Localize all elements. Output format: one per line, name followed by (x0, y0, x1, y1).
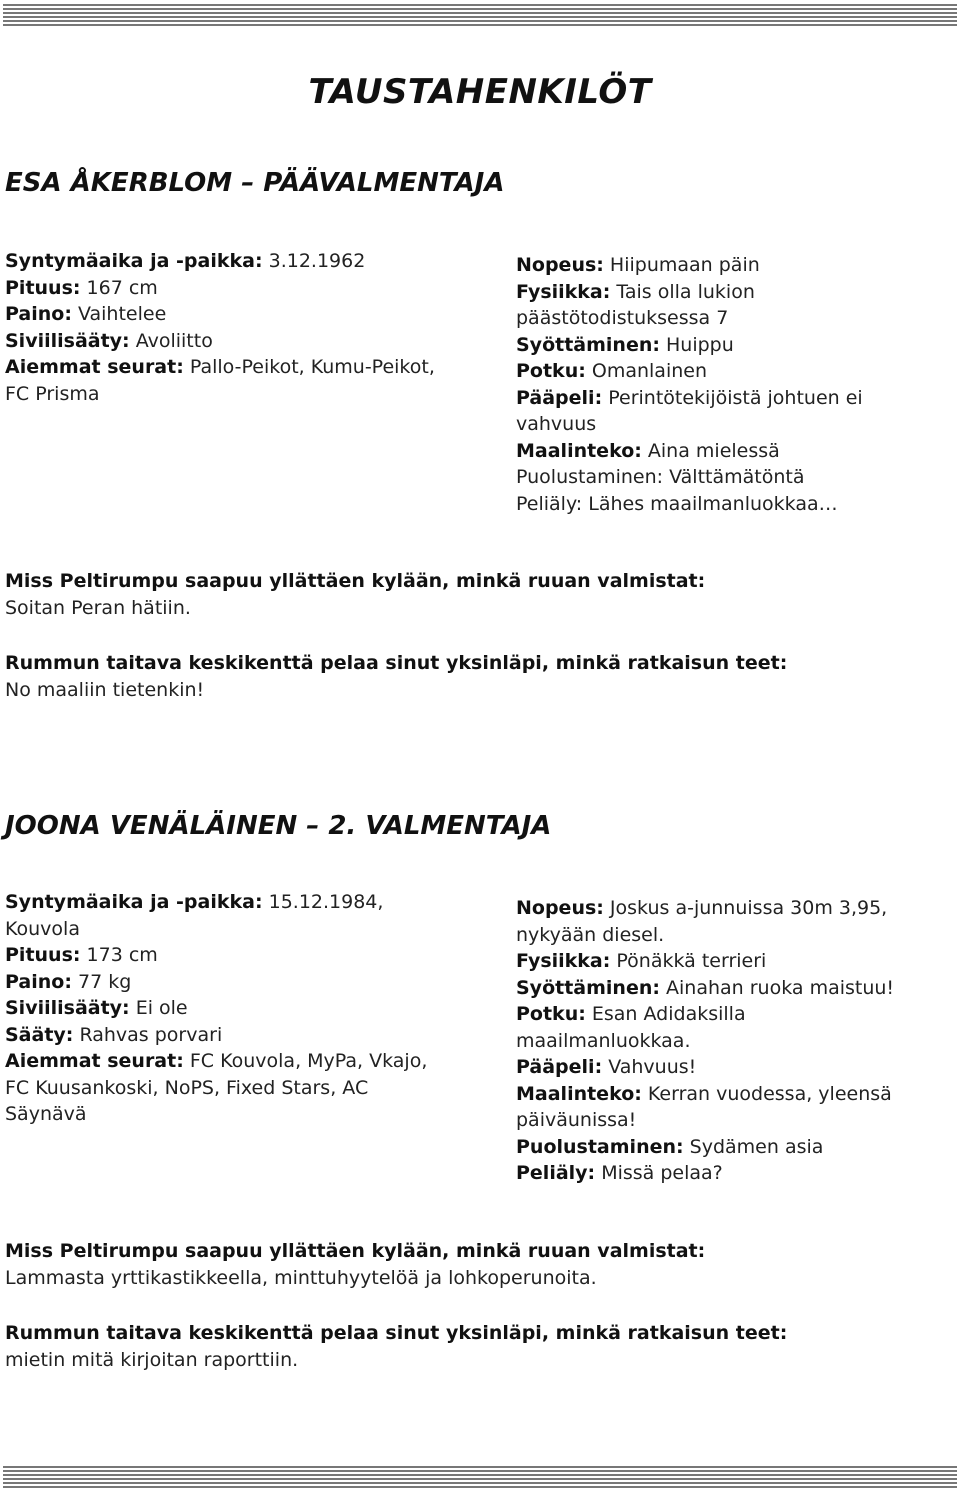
class-row: Sääty: Rahvas porvari (5, 1023, 223, 1046)
weight-row: Paino: Vaihtelee (5, 303, 167, 325)
clubs-row: Aiemmat seurat: FC Kouvola, MyPa, Vkajo, FC Kuusankoski, NoPS, Fixed Stars, AC Säynävä (5, 1050, 428, 1125)
speed-row: Nopeus: Joskus a-junnuissa 30m 3,95, nykyään diesel. (516, 897, 888, 946)
top-stripe-band (3, 4, 957, 26)
weight-row: Paino: 77 kg (5, 970, 132, 993)
game-iq-row: Peliäly: Missä pelaa? (516, 1162, 723, 1184)
scoring-row: Maalinteko: Kerran vuodessa, yleensä päiväunissa! (516, 1082, 892, 1131)
question-text: Miss Peltirumpu saapuu yllättäen kylään, minkä ruuan valmistat: (5, 1240, 706, 1262)
defending-row: Puolustaminen: Sydämen asia (516, 1135, 824, 1158)
person-2-question-2 (5, 1320, 787, 1373)
passing-row: Syöttäminen: Ainahan ruoka maistuu! (516, 976, 895, 999)
person-2-skills (516, 895, 956, 1187)
answer-text: mietin mitä kirjoitan raporttiin. (5, 1348, 299, 1371)
answer-text: No maaliin tietenkin! (5, 678, 205, 701)
clubs-row: Aiemmat seurat: Pallo-Peikot, Kumu-Peikot, FC Prisma (5, 356, 435, 405)
person-1-question-2 (5, 650, 787, 703)
defending-row: Puolustaminen: Välttämätöntä (516, 466, 805, 488)
speed-row: Nopeus: Hiipumaan päin (516, 254, 760, 276)
person-2-basic-info (5, 889, 450, 1128)
fitness-row: Fysiikka: Pönäkkä terrieri (516, 950, 767, 972)
game-iq-row: Peliäly: Lähes maailmanluokkaa… (516, 492, 838, 515)
height-row: Pituus: 167 cm (5, 276, 158, 299)
question-text: Miss Peltirumpu saapuu yllättäen kylään, minkä ruuan valmistat: (5, 570, 706, 592)
person-1-question-1 (5, 568, 705, 621)
person-heading-venalainen: JOONA VENÄLÄINEN – 2. VALMENTAJA (5, 811, 552, 841)
question-text: Rummun taitava keskikenttä pelaa sinut yksinläpi, minkä ratkaisun teet: (5, 1322, 788, 1344)
page-title: TAUSTAHENKILÖT (308, 72, 652, 112)
passing-row: Syöttäminen: Huippu (516, 333, 734, 356)
person-1-basic-info (5, 248, 445, 407)
marital-row: Siviilisääty: Avoliitto (5, 329, 213, 352)
birth-row: Syntymäaika ja -paikka: 3.12.1962 (5, 250, 366, 272)
bottom-stripe-band (3, 1466, 957, 1488)
person-heading-akerblom: ESA ÅKERBLOM – PÄÄVALMENTAJA (5, 168, 505, 198)
fitness-row: Fysiikka: Tais olla lukion päästötodistuksessa 7 (516, 280, 755, 329)
kick-row: Potku: Esan Adidaksilla maailmanluokkaa. (516, 1003, 746, 1052)
height-row: Pituus: 173 cm (5, 944, 158, 966)
birth-row: Syntymäaika ja -paikka: 15.12.1984, Kouvola (5, 891, 384, 940)
kick-row: Potku: Omanlainen (516, 360, 707, 382)
answer-text: Lammasta yrttikastikkeella, minttuhyytelöä ja lohkoperunoita. (5, 1266, 597, 1289)
marital-row: Siviilisääty: Ei ole (5, 997, 188, 1019)
person-2-question-1 (5, 1238, 705, 1291)
scoring-row: Maalinteko: Aina mielessä (516, 439, 780, 462)
question-text: Rummun taitava keskikenttä pelaa sinut yksinläpi, minkä ratkaisun teet: (5, 652, 788, 674)
answer-text: Soitan Peran hätiin. (5, 596, 191, 619)
heading-skill-row: Pääpeli: Perintötekijöistä johtuen ei vahvuus (516, 386, 863, 435)
person-1-skills (516, 252, 941, 517)
heading-skill-row: Pääpeli: Vahvuus! (516, 1056, 697, 1078)
